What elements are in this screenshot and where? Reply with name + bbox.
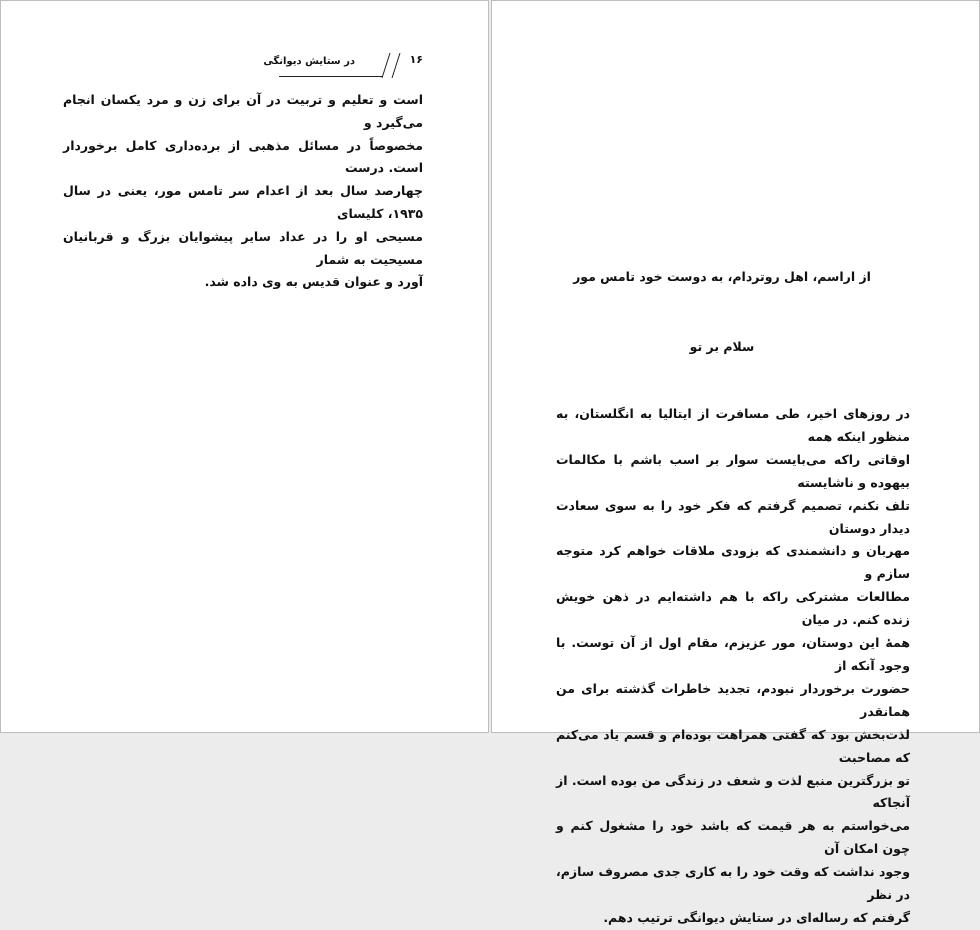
text-line: در روزهای اخیر، طی مسافرت از ایتالیا به انگلستان، به منظور اینکه همه xyxy=(556,406,910,444)
left-page xyxy=(0,0,489,733)
text-line: گرفتم که رساله‌ای در ستایش دیوانگی ترتیب دهم. xyxy=(603,909,910,925)
text-line: مسیحی او را در عداد سایر پیشوایان بزرگ و قربانیان مسیحیت به شمار xyxy=(63,228,423,267)
text-line: حضورت برخوردار نبودم، تجدید خاطرات گذشته برای من همانقدر xyxy=(556,680,910,719)
header-slash-mark xyxy=(379,51,405,79)
text-line: چهارصد سال بعد از اعدام سر تامس مور، یعنی در سال ۱۹۳۵، کلیسای xyxy=(63,183,423,221)
text-line: تلف نکنم، تصمیم گرفتم که فکر خود را به سوی سعادت دیدار دوستان xyxy=(556,497,910,536)
text-line: مهربان و دانشمندی که بزودی ملاقات خواهم کرد متوجه سازم و xyxy=(556,543,910,582)
text-line: اوقاتی راکه می‌بایست سوار بر اسب باشم با مکالمات بیهوده و ناشایسته xyxy=(556,451,910,490)
letter-greeting: سلام بر تو xyxy=(689,339,755,354)
letter-body-text xyxy=(556,403,910,930)
text-line: لذت‌بخش بود که گفتی همراهت بوده‌ام و قسم یاد می‌کنم که مصاحبت xyxy=(556,726,910,765)
running-header xyxy=(263,51,423,79)
text-line: تو بزرگترین منبع لذت و شعف در زندگی من بوده است. از آنجاکه xyxy=(556,772,910,811)
running-title: در ستایش دیوانگی xyxy=(263,56,355,67)
header-rule xyxy=(279,76,383,77)
letter-address: از اراسم، اهل روتردام، به دوست خود تامس مور xyxy=(573,269,871,284)
text-line: همهٔ این دوستان، مور عزیزم، مقام اول از آن توست. با وجود آنکه از xyxy=(556,635,910,673)
text-line: آورد و عنوان قدیس به وی داده شد. xyxy=(204,274,423,290)
text-line: وجود نداشت که وقت خود را به کاری جدی مصروف سازم، در نظر xyxy=(556,864,910,903)
text-line: مخصوصاً در مسائل مذهبی از برده‌داری کامل برخوردار است. درست xyxy=(63,137,423,176)
text-line: است و تعلیم و تربیت در آن برای زن و مرد یکسان انجام می‌گیرد و xyxy=(63,92,423,130)
left-body-text xyxy=(63,89,423,294)
page-number: ۱۶ xyxy=(409,53,423,66)
text-line: می‌خواستم به هر قیمت که باشد خود را مشغول کنم و چون امکان آن xyxy=(556,818,910,857)
text-line: مطالعات مشترکی راکه با هم داشته‌ایم در ذهن خویش زنده کنم. در میان xyxy=(556,589,910,628)
right-page xyxy=(491,0,980,925)
